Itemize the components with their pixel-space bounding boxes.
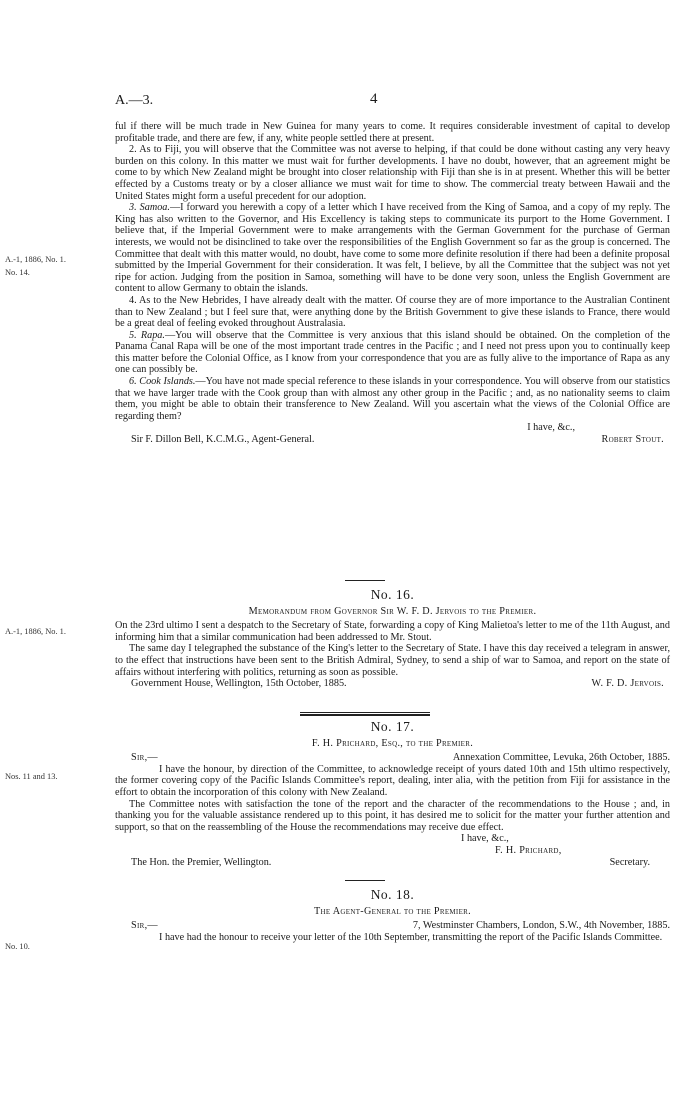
page-reference: A.—3. [115,93,154,108]
paragraph: The same day I telegraphed the substance of the King's letter to the Secretary of State. I have this day received a telegram in answer, to the effect that instructions have been sent to the British Admiral, Sydney, to send a ship of war to Samoa, and report on the state of affairs without interfering with politics, returning as soon as possible. [115,643,670,678]
section-subheading: The Agent-General to the Premier. [314,905,471,917]
addressee-row [115,857,670,869]
place-date: Government House, Wellington, 15th October, 1885. [131,678,347,690]
signature: F. H. Prichard, [495,844,562,856]
address: 7, Westminster Chambers, London, S.W., 4th November, 1885. [412,920,670,932]
section-heading: No. 17. [370,719,415,734]
page-number: 4 [370,91,378,107]
signature-row [115,434,670,446]
paragraph: I have the honour, by direction of the Committee, to acknowledge receipt of yours dated 10th and 15th ultimo respectively, the former covering copy of the Pacific Islands Committee's report, dealing, inter alia, with the petition from Fiji for assistance in the effort to obtain the incorporation of this colony with New Zealand. [115,763,670,798]
margin-note: Nos. 11 and 13. [5,772,58,781]
section-no16 [115,589,670,690]
salutation: Sir,— [131,920,158,932]
paragraph-rapa: 5. Rapa.—You will observe that the Committee is very anxious that this island should be obtained. On the completion of the Panama Canal Rapa will be one of the most important trade centres in the Pacific ; and I need not press upon you to continually keep this matter before the Colonial Office, as I know from your correspondence that you are as fully alive to the importance of Rapa as any one can possibly be. [115,329,670,376]
closing: I have, &c., [527,422,575,434]
paragraph-cook-islands: 6. Cook Islands.—You have not made special reference to these islands in your correspondence. You will observe from our statistics that we have larger trade with the Cook group than with almost any other group in the Pacific ; and, as no nationality seems to claim them, you might be able to obtain their transference to New Zealand. Will you ascertain what the views of the Colonial Office are regarding them? [115,376,670,422]
rapa-label: 5. Rapa. [129,329,165,341]
section-subheading: F. H. Prichard, Esq., to the Premier. [311,737,474,749]
signature: W. F. D. Jervois. [591,678,664,690]
paragraph-new-hebrides: 4. As to the New Hebrides, I have already dealt with the matter. Of course they are of more importance to the Australian Continent than to New Zealand ; but I feel sure that, were anything done by the British Government to give these islands to France, there would be a great deal of feeling evoked throughout Australasia. [115,294,670,330]
paragraph: The Committee notes with satisfaction the tone of the report and the character of the recommendations to the House ; and, in thanking you for the valuable assistance rendered up to this point, it has desired me to solicit for the matter your further attention and support, so that on the reassembling of the House the recommendations may receive due effect. [115,798,670,833]
margin-note: A.-1, 1886, No. 1. [5,255,66,264]
section-no17 [115,721,670,868]
place-date-row [115,678,670,690]
salutation: Sir,— [131,752,158,764]
cook-islands-label: 6. Cook Islands. [129,376,196,388]
divider [345,580,385,581]
paragraph-samoa: 3. Samoa.—I forward you herewith a copy of a letter which I have received from the King of Samoa, and a copy of my reply. The King has also written to the Governor, and His Excellency is taking steps to communicate its purport to the Home Government. I believe that, if the Imperial Government were to make arrangements with the German Government for the purchase of German interests, we would not be disinclined to take over the responsibilities of the English Government so far as the group is concerned. The Committee that dealt with this matter would, no doubt, have come to some more definite resolution if there had been a definite proposal submitted by the Imperial Government for their consideration. It was felt, I believe, by all the Committee that the subject was not yet ripe for action. Judging from the position in Samoa, something will have to be done very soon, unless the English Government are content to allow Germany to obtain the islands. [115,202,670,295]
top-section [115,121,670,446]
paragraph-continuation: ful if there will be much trade in New Guinea for many years to come. It requires considerable investment of capital to develop profitable trade, and there are few, if any, white people settled there at present. [115,121,670,144]
addressee: The Hon. the Premier, Wellington. [131,856,272,868]
samoa-label: 3. Samoa. [129,202,170,214]
salutation-row [115,920,670,932]
paragraph: I have had the honour to receive your letter of the 10th September, transmitting the report of the Pacific Islands Committee. [159,931,663,943]
signatory-title: Secretary. [609,856,650,868]
signature: Robert Stout. [601,434,664,446]
section-heading: No. 16. [370,587,415,602]
salutation-row [115,752,670,764]
section-no18 [115,889,670,943]
paragraph-fiji: 2. As to Fiji, you will observe that the Committee was not averse to helping, if that could be done without casting any very heavy burden on this colony. In this matter we must wait for further developments. I have no doubt, however, that an agreement might be come to by which New Zealand might be brought into closer relationship with Fiji than she is in at present. Whether this will be better effected by a Customs treaty or by a closer alliance we must wait for time to show. The commercial treaty between Hawaii and the United States might form a useful precedent for our adoption. [115,144,670,202]
divider [300,712,430,716]
margin-note: A.-1, 1886, No. 1. [5,627,66,636]
section-heading: No. 18. [370,887,415,902]
margin-note: No. 10. [5,942,30,951]
paragraph: On the 23rd ultimo I sent a despatch to the Secretary of State, forwarding a copy of King Malietoa's letter to me of the 11th August, and informing him that a similar communication had been addressed to Mr. Stout. [115,620,670,643]
closing: I have, &c., [461,833,509,845]
margin-note: No. 14. [5,268,30,277]
section-subheading: Memorandum from Governor Sir W. F. D. Jervois to the Premier. [248,605,537,617]
address: Annexation Committee, Levuka, 26th October, 1885. [452,752,670,764]
divider [345,880,385,881]
addressee: Sir F. Dillon Bell, K.C.M.G., Agent-General. [131,434,315,446]
